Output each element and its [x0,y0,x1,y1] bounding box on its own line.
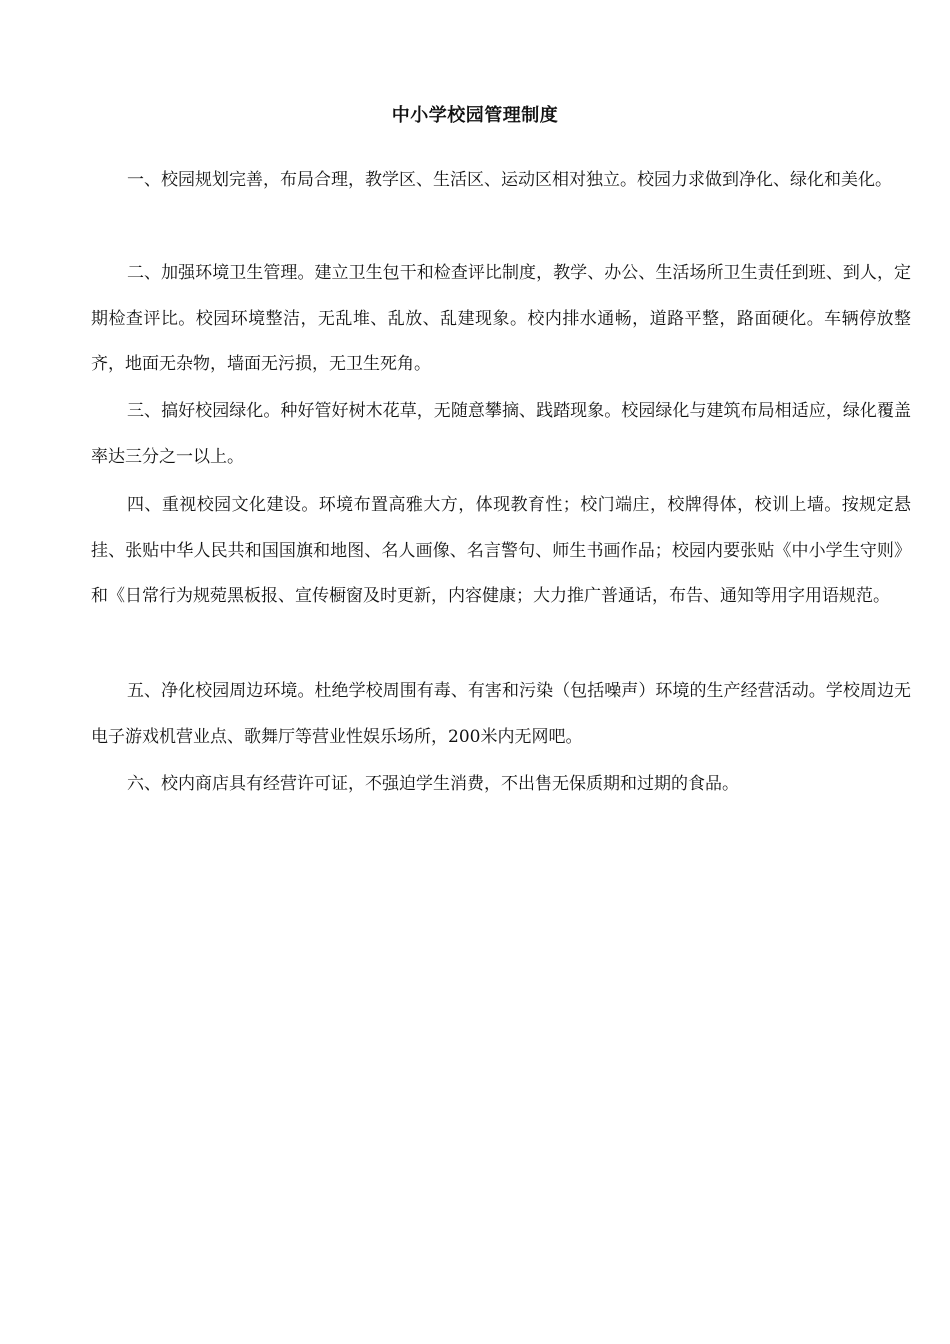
paragraph-3: 三、搞好校园绿化。种好管好树木花草，无随意攀摘、践踏现象。校园绿化与建筑布局相适应，绿化覆盖率达三分之一以上。 [91,401,911,467]
paragraph-4: 四、重视校园文化建设。环境布置高雅大方，体现教育性；校门端庄，校牌得体，校训上墙。按规定悬挂、张贴中华人民共和国国旗和地图、名人画像、名言警句、师生书画作品；校园内要张贴《中小学生守则》和《日常行为规菀黑板报、宣传橱窗及时更新，内容健康；大力推广普通话，布告、通知等用字用语规范。 [91,495,911,606]
paragraph-1: 一、校园规划完善，布局合理，教学区、生活区、运动区相对独立。校园力求做到净化、绿化和美化。 [127,170,892,190]
paragraph-6: 六、校内商店具有经营许可证，不强迫学生消费，不出售无保质期和过期的食品。 [127,774,739,794]
document-title: 中小学校园管理制度 [391,105,559,126]
paragraph-5: 五、净化校园周边环境。杜绝学校周围有毒、有害和污染（包括噪声）环境的生产经营活动。学校周边无电子游戏机营业点、歌舞厅等营业性娱乐场所，200米内无网吧。 [91,681,911,747]
paragraph-2: 二、加强环境卫生管理。建立卫生包干和检查评比制度，教学、办公、生活场所卫生责任到班、到人，定期检查评比。校园环境整洁，无乱堆、乱放、乱建现象。校内排水通畅，道路平整，路面硬化。车辆停放整齐，地面无杂物，墙面无污损，无卫生死角。 [91,263,911,374]
